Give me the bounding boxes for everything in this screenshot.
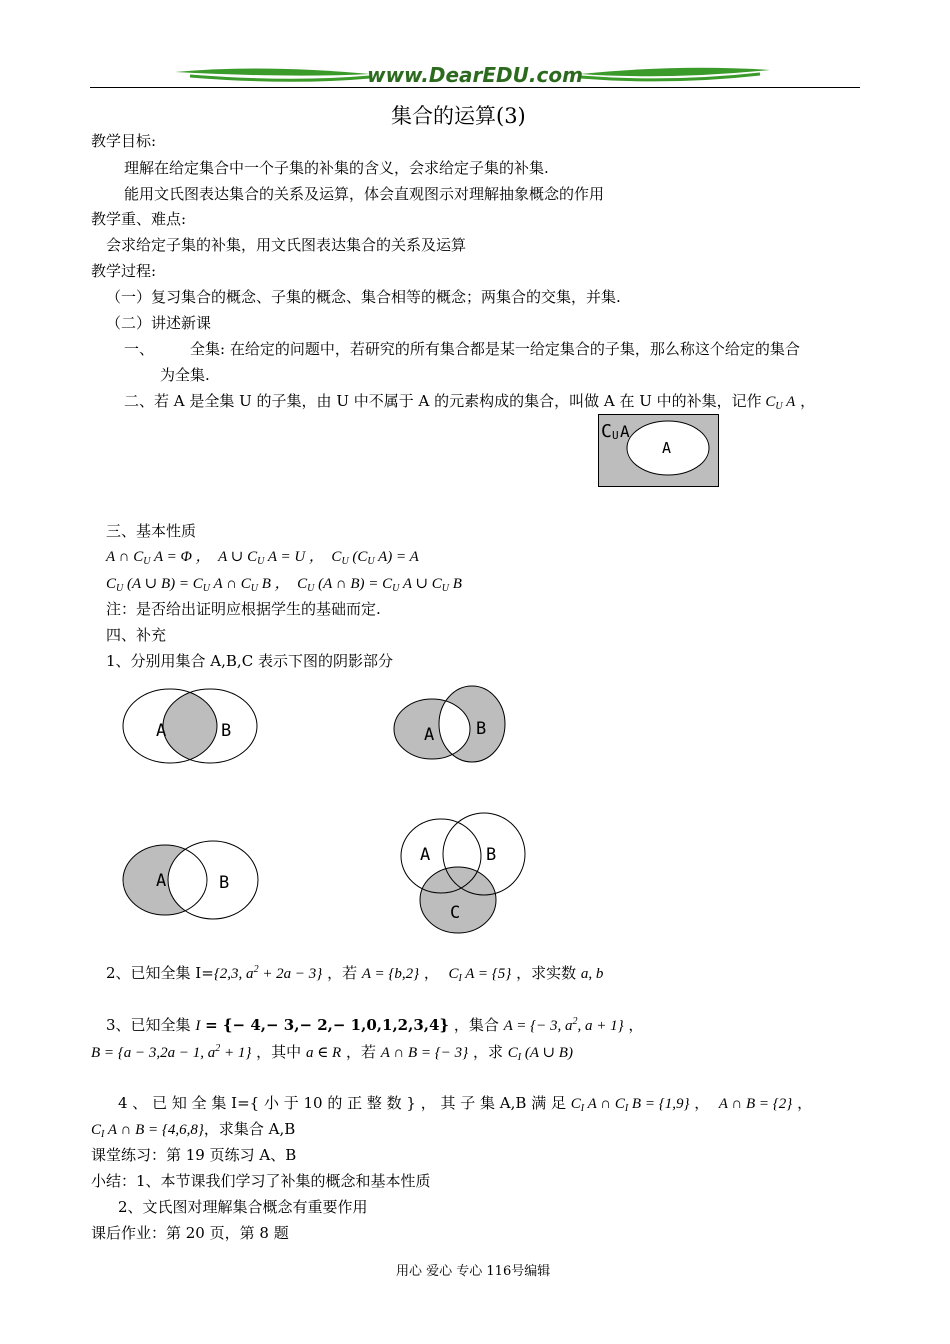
venn-difference (120, 838, 262, 922)
footer: 用心 爱心 专心 116号编辑 (396, 1264, 551, 1279)
key-text: 会求给定子集的补集，用文氏图表达集合的关系及运算 (106, 236, 467, 254)
question-4-line-1: 4 、 已 知 全 集 I={ 小 于 10 的 正 整 数 } ， 其 子 集 A,B 满 足 $C_I$ A ∩ $C_I$ B = {1,9} ， A ∩ B = {2} ， (118, 1094, 813, 1114)
summary-1: 小结：1、本节课我们学习了补集的概念和基本性质 (91, 1172, 431, 1190)
cua-label: C (601, 421, 612, 442)
item1-num: 一、 (124, 340, 155, 358)
goals-label: 教学目标: (91, 132, 157, 150)
goal-1: 理解在给定集合中一个子集的补集的含义，会求给定子集的补集. (124, 159, 549, 177)
item3: 三、基本性质 (106, 522, 197, 540)
page-title: 集合的运算(3) (391, 104, 526, 128)
logo-text: www.DearEDU.com (367, 63, 583, 87)
svg-text:A: A (156, 721, 167, 741)
item2-text: 二、若 A 是全集 U 的子集，由 U 中不属于 A 的元素构成的集合，叫做 A 在 U 中的补集，记作 $C_U$ A ， (124, 392, 816, 412)
practice: 课堂练习：第 19 页练习 A、B (91, 1146, 297, 1164)
process-label: 教学过程: (91, 262, 157, 280)
key-label: 教学重、难点: (91, 210, 187, 228)
venn-symmetric-difference (390, 684, 512, 770)
svg-text:A: A (420, 845, 431, 865)
process-2: （二）讲述新课 (106, 314, 212, 332)
venn-intersection (120, 684, 262, 770)
svg-text:A: A (620, 422, 630, 441)
item1-text: 全集: 在给定的问题中，若研究的所有集合都是某一给定集合的子集，那么称这个给定的集合 (190, 340, 800, 358)
property-line-1: A ∩ $C_U$ A = Φ ， A ∪ $C_U$ A = U ， $C_U$ ($C_U$ A) = A (106, 549, 419, 567)
process-1: （一）复习集合的概念、子集的概念、集合相等的概念；两集合的交集，并集. (106, 288, 621, 306)
svg-text:C: C (450, 903, 461, 923)
property-line-2: $C_U$ (A ∪ $B) = C_U$ A ∩ $C_U$ B ， $C_U$ (A ∩ $B) = C_U$ A ∪ $C_U$ B (106, 576, 462, 594)
venn-three-sets (398, 810, 530, 938)
item4: 四、补充 (106, 626, 167, 644)
svg-text:B: B (221, 721, 232, 741)
svg-text:B: B (486, 845, 497, 865)
svg-text:U: U (612, 429, 619, 442)
question-4-line-2: $C_I$ A ∩ B = {4,6,8}，求集合 A,B (91, 1120, 296, 1140)
question-1: 1、分别用集合 A,B,C 表示下图的阴影部分 (106, 652, 393, 670)
summary-2: 2、文氏图对理解集合概念有重要作用 (118, 1198, 368, 1216)
complement-diagram (598, 414, 720, 488)
goal-2: 能用文氏图表达集合的关系及运算，体会直观图示对理解抽象概念的作用 (124, 185, 605, 203)
svg-text:B: B (219, 873, 230, 893)
svg-text:A: A (424, 725, 435, 745)
header-rule (90, 87, 860, 88)
question-3-line-2: B = {a − 3,2a − 1, $a^2 + 1$} ，其中 a ∈ R ，若 A ∩ B = {− 3} ，求 $C_I$ (A ∪ B) (91, 1043, 573, 1063)
question-2: 2、已知全集 I={2,3, $a^2 + 2a - 3$} ，若 A = {b,2} ， $C_I$ A = {5} ，求实数 a, b (106, 964, 604, 984)
homework: 课后作业：第 20 页，第 8 题 (91, 1224, 289, 1242)
set-a-label: A (662, 439, 672, 457)
header-logo (170, 60, 780, 90)
svg-text:B: B (476, 719, 487, 739)
item1-cont: 为全集. (160, 366, 210, 384)
note: 注：是否给出证明应根据学生的基础而定. (106, 600, 381, 618)
question-3-line-1: 3、已知全集 I = {− 4,− 3,− 2,− 1,0,1,2,3,4} ，集合 A = {− 3, $a^2$, a + 1} ， (106, 1016, 644, 1034)
svg-text:A: A (156, 871, 167, 891)
